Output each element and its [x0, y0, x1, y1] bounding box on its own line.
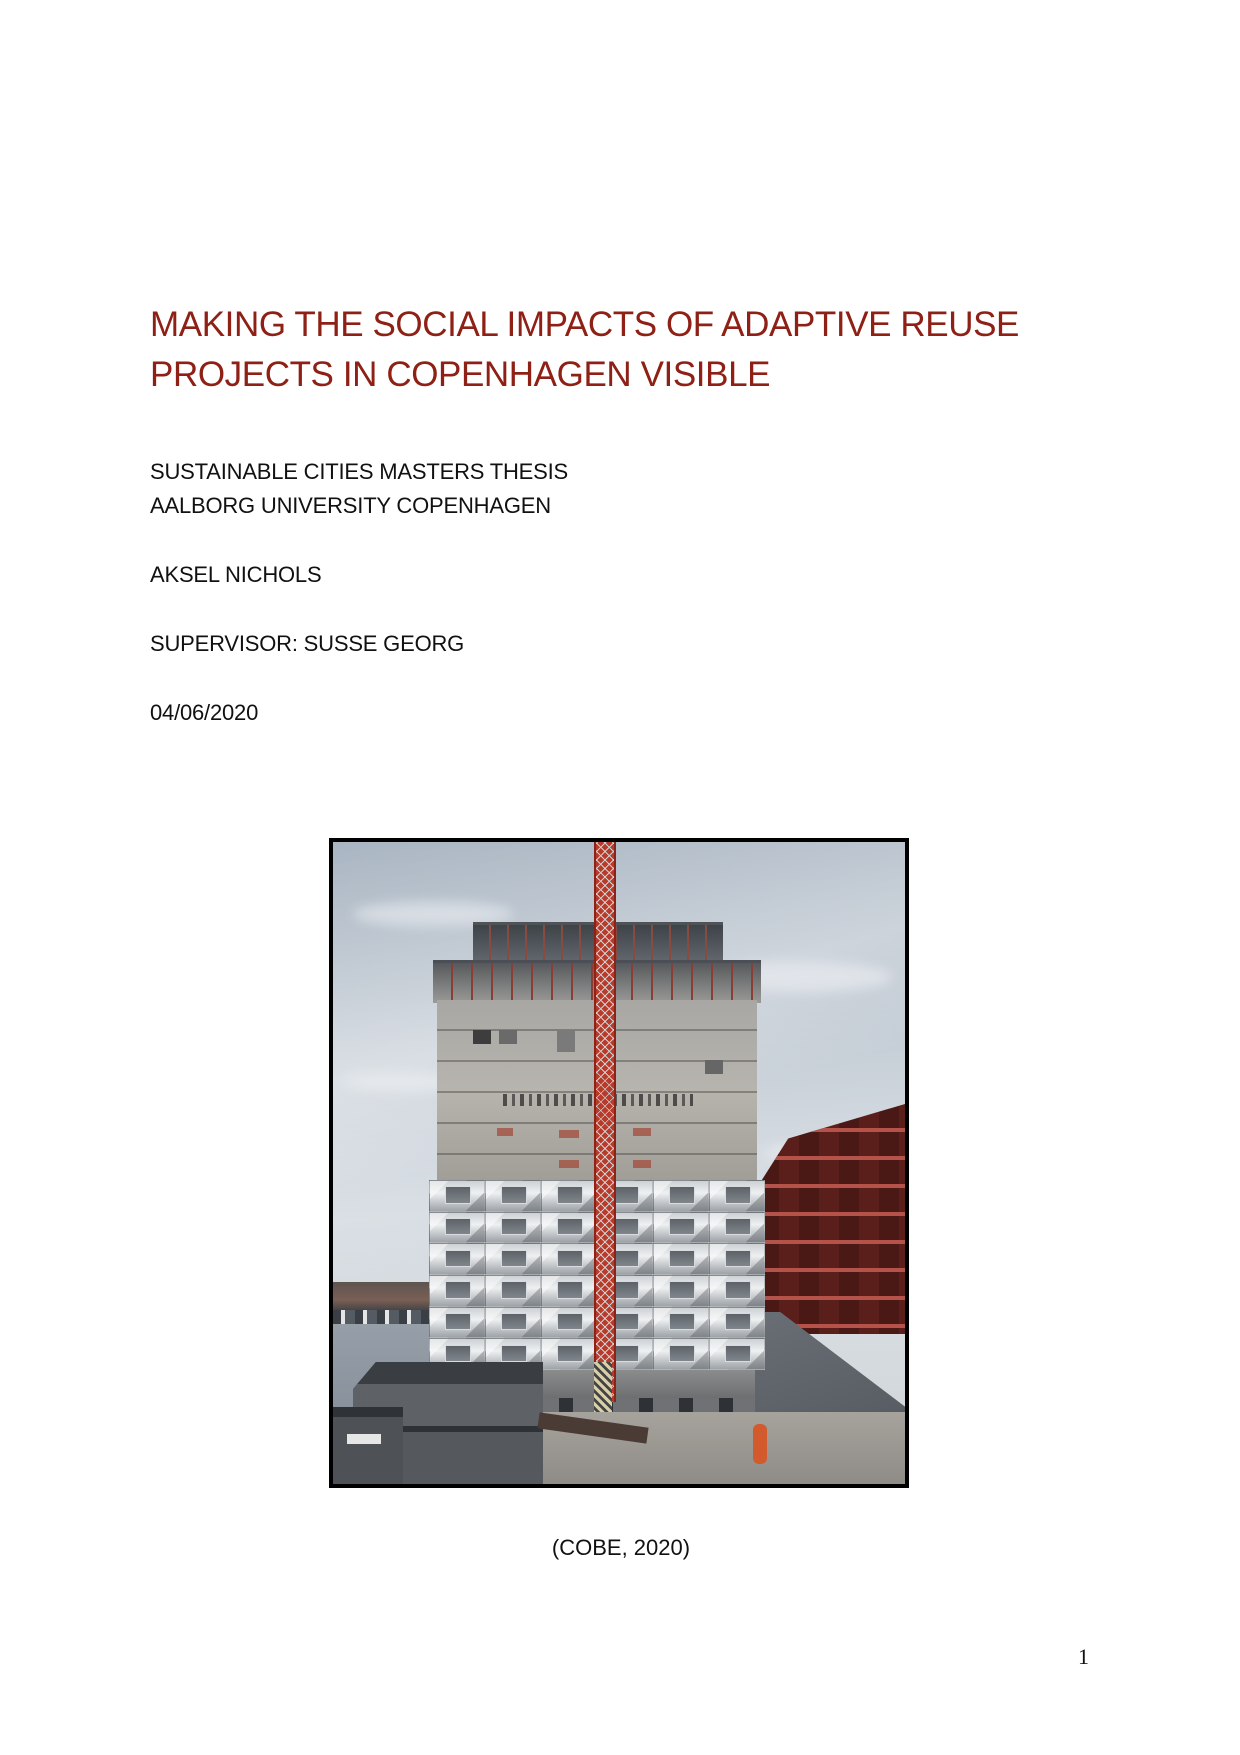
thesis-title [150, 300, 1150, 400]
thesis-title-line-2: PROJECTS IN COPENHAGEN VISIBLE [150, 355, 771, 394]
photo-orange-lift [753, 1424, 767, 1464]
author-name: AKSEL NICHOLS [150, 562, 322, 587]
thesis-title-line-1: MAKING THE SOCIAL IMPACTS OF ADAPTIVE REUSE [150, 305, 1019, 344]
submission-date: 04/06/2020 [150, 700, 259, 725]
supervisor-name: SUPERVISOR: SUSSE GEORG [150, 631, 465, 656]
photo-boats [333, 1310, 433, 1324]
figure-caption: (COBE, 2020) [551, 1535, 691, 1560]
photo-crane-base [594, 1362, 612, 1414]
cover-photo [329, 838, 909, 1488]
program-name: SUSTAINABLE CITIES MASTERS THESIS [150, 459, 569, 484]
photo-red-crane [594, 842, 616, 1402]
photo-far-buildings [333, 1282, 433, 1312]
university-name: AALBORG UNIVERSITY COPENHAGEN [150, 493, 551, 518]
page-number: 1 [1078, 1644, 1089, 1669]
